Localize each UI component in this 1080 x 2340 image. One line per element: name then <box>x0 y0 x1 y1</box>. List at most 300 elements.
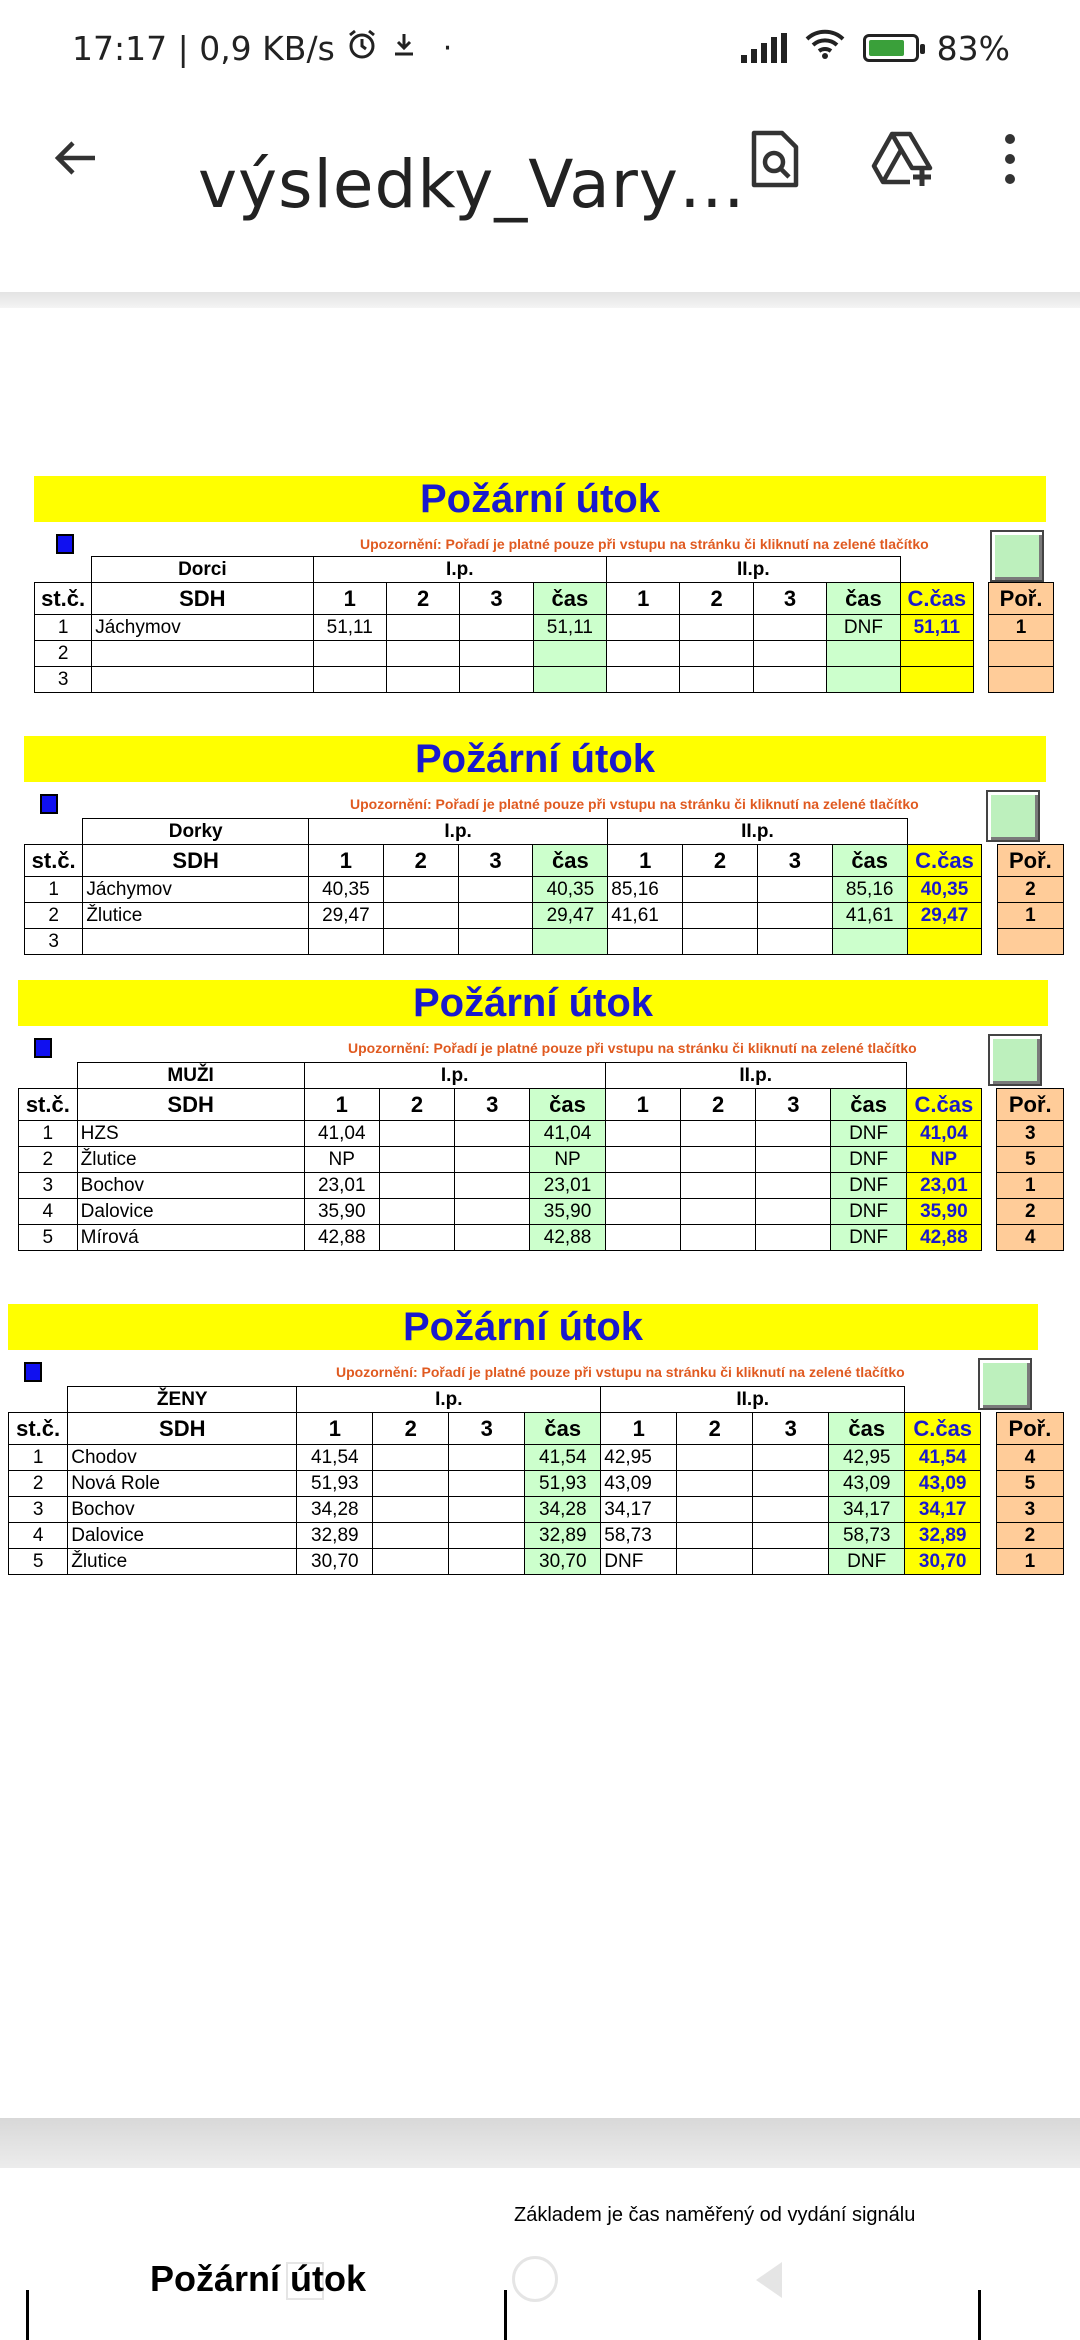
team-cell: Mírová <box>77 1225 304 1251</box>
attempt1-run3-cell <box>449 1549 525 1575</box>
table-row <box>25 877 1064 903</box>
team-cell <box>83 929 309 955</box>
start-number-cell: 1 <box>19 1121 78 1147</box>
header-start-number: st.č. <box>25 845 83 877</box>
attempt2-run1-cell: DNF <box>601 1549 677 1575</box>
table-row <box>35 615 1054 641</box>
header-rank: Poř. <box>989 583 1054 615</box>
header-sdh: SDH <box>92 583 313 615</box>
attempt1-time-cell: 29,47 <box>533 903 608 929</box>
attempt1-run1-cell: 35,90 <box>304 1199 379 1225</box>
attempt2-time-cell: DNF <box>831 1173 906 1199</box>
header-total-time: C.čas <box>907 845 982 877</box>
table-row <box>9 1445 1064 1471</box>
header-col-1: 1 <box>605 1089 680 1121</box>
header-time: čas <box>533 845 608 877</box>
attempt2-time-cell: DNF <box>831 1199 906 1225</box>
total-time-cell: 29,47 <box>907 903 982 929</box>
attempt1-run2-cell <box>383 929 458 955</box>
header-col-1: 1 <box>313 583 386 615</box>
column-gap <box>974 641 989 667</box>
sheet-zeny <box>8 1304 1064 1594</box>
start-number-cell: 1 <box>9 1445 68 1471</box>
attempt1-run3-cell <box>458 877 533 903</box>
attempt2-time-cell: DNF <box>829 1549 905 1575</box>
total-time-cell: 23,01 <box>906 1173 981 1199</box>
start-number-cell: 1 <box>25 877 83 903</box>
attempt1-run1-cell <box>313 641 386 667</box>
wifi-icon <box>805 28 845 68</box>
rank-cell: 4 <box>996 1445 1063 1471</box>
attempt2-run3-cell <box>753 615 826 641</box>
document-page-2[interactable] <box>0 2168 1080 2340</box>
header-first-attempt: I.p. <box>313 557 607 583</box>
header-col-1: 1 <box>308 845 383 877</box>
attempt2-run1-cell <box>605 1121 680 1147</box>
attempt1-run2-cell <box>383 903 458 929</box>
rank-cell: 4 <box>997 1225 1064 1251</box>
attempt1-run3-cell <box>449 1445 525 1471</box>
header-col-1: 1 <box>304 1089 379 1121</box>
total-time-cell: 43,09 <box>905 1471 981 1497</box>
attempt1-run2-cell <box>383 877 458 903</box>
header-second-attempt: II.p. <box>608 819 907 845</box>
attempt2-run3-cell <box>753 1497 829 1523</box>
category-label: ŽENY <box>68 1387 297 1413</box>
attempt2-run3-cell <box>753 667 826 693</box>
attempt2-run2-cell <box>677 1523 753 1549</box>
attempt1-run2-cell <box>373 1445 449 1471</box>
attempt1-run1-cell: 23,01 <box>304 1173 379 1199</box>
rank-cell <box>997 929 1063 955</box>
document-title: výsledky_Vary… <box>198 146 746 223</box>
attempt1-run3-cell <box>460 641 533 667</box>
header-empty <box>906 1063 1063 1089</box>
header-time: čas <box>832 845 907 877</box>
attempt2-run2-cell <box>680 615 753 641</box>
table-row <box>9 1497 1064 1523</box>
search-document-icon <box>748 129 802 189</box>
team-cell: Jáchymov <box>83 877 309 903</box>
attempt1-time-cell: 51,11 <box>533 615 606 641</box>
attempt2-time-cell: DNF <box>831 1225 906 1251</box>
attempt1-time-cell <box>533 641 606 667</box>
header-sdh: SDH <box>77 1089 304 1121</box>
attempt1-run3-cell <box>460 667 533 693</box>
header-first-attempt: I.p. <box>308 819 607 845</box>
header-col-3: 3 <box>753 583 826 615</box>
header-col-1: 1 <box>601 1413 677 1445</box>
attempt2-run2-cell <box>677 1549 753 1575</box>
column-gap <box>982 845 997 877</box>
header-start-number: st.č. <box>9 1413 68 1445</box>
attempt1-run2-cell <box>373 1549 449 1575</box>
attempt1-run3-cell <box>455 1121 530 1147</box>
header-col-3: 3 <box>757 845 832 877</box>
attempt1-run2-cell <box>379 1121 454 1147</box>
document-page[interactable] <box>0 308 1080 2118</box>
attempt2-time-cell: DNF <box>827 615 900 641</box>
start-number-cell: 2 <box>35 641 92 667</box>
attempt2-time-cell: 34,17 <box>829 1497 905 1523</box>
rank-cell <box>989 667 1054 693</box>
attempt1-run3-cell <box>460 615 533 641</box>
table-row <box>19 1225 1064 1251</box>
attempt1-run3-cell <box>458 903 533 929</box>
attempt2-run3-cell <box>753 641 826 667</box>
attempt2-run2-cell <box>680 667 753 693</box>
column-gap <box>982 1225 997 1251</box>
sheet-banner: Požární útok <box>8 1304 1038 1350</box>
alarm-icon <box>345 27 379 69</box>
total-time-cell <box>900 641 973 667</box>
attempt2-run3-cell <box>757 877 832 903</box>
start-number-cell: 3 <box>25 929 83 955</box>
column-gap <box>982 929 997 955</box>
signal-icon <box>741 33 787 63</box>
sheet-banner: Požární útok <box>18 980 1048 1026</box>
sheet-muzi <box>18 980 1064 1250</box>
attempt1-time-cell: 34,28 <box>525 1497 601 1523</box>
attempt1-time-cell: 35,90 <box>530 1199 605 1225</box>
header-first-attempt: I.p. <box>304 1063 605 1089</box>
attempt1-run1-cell: 42,88 <box>304 1225 379 1251</box>
sheet-dorci <box>34 476 1054 690</box>
attempt2-run1-cell <box>607 615 680 641</box>
column-gap <box>981 1549 997 1575</box>
header-col-3: 3 <box>458 845 533 877</box>
table-row <box>19 1173 1064 1199</box>
attempt2-time-cell: 43,09 <box>829 1471 905 1497</box>
battery-icon <box>863 34 919 62</box>
header-sdh: SDH <box>68 1413 297 1445</box>
attempt1-run3-cell <box>458 929 533 955</box>
rank-cell: 1 <box>997 1173 1064 1199</box>
header-col-1: 1 <box>297 1413 373 1445</box>
header-empty <box>907 819 1063 845</box>
table-row <box>19 1147 1064 1173</box>
header-col-2: 2 <box>386 583 459 615</box>
attempt1-run3-cell <box>449 1497 525 1523</box>
attempt1-time-cell: 41,04 <box>530 1121 605 1147</box>
team-cell: Bochov <box>68 1497 297 1523</box>
attempt2-run1-cell: 42,95 <box>601 1445 677 1471</box>
page2-title: Požární útok <box>150 2258 367 2299</box>
total-time-cell: 40,35 <box>907 877 982 903</box>
column-gap <box>982 1089 997 1121</box>
header-col-3: 3 <box>753 1413 829 1445</box>
attempt2-run1-cell: 43,09 <box>601 1471 677 1497</box>
table-row <box>35 641 1054 667</box>
attempt2-run2-cell <box>677 1497 753 1523</box>
total-time-cell: 41,04 <box>906 1121 981 1147</box>
start-number-cell: 4 <box>9 1523 68 1549</box>
attempt1-run1-cell: 40,35 <box>308 877 383 903</box>
blue-square-icon <box>24 1362 42 1382</box>
attempt2-run2-cell <box>677 1445 753 1471</box>
header-time: čas <box>827 583 900 615</box>
attempt1-run1-cell: 41,54 <box>297 1445 373 1471</box>
attempt2-run3-cell <box>756 1121 831 1147</box>
header-start-number: st.č. <box>35 583 92 615</box>
column-gap <box>982 1147 997 1173</box>
attempt2-run1-cell <box>608 929 683 955</box>
attempt2-run3-cell <box>753 1549 829 1575</box>
attempt1-run1-cell: 41,04 <box>304 1121 379 1147</box>
total-time-cell <box>907 929 982 955</box>
attempt1-run2-cell <box>386 667 459 693</box>
start-number-cell: 5 <box>19 1225 78 1251</box>
start-number-cell: 2 <box>25 903 83 929</box>
column-gap <box>974 667 989 693</box>
column-gap <box>974 615 989 641</box>
attempt2-run2-cell <box>683 877 758 903</box>
status-bar <box>0 0 1080 96</box>
attempt1-run3-cell <box>449 1523 525 1549</box>
attempt1-run1-cell: 32,89 <box>297 1523 373 1549</box>
total-time-cell: 30,70 <box>905 1549 981 1575</box>
page2-note: Základem je čas naměřený od vydání signálu <box>514 2204 916 2226</box>
header-time: čas <box>829 1413 905 1445</box>
attempt2-run1-cell: 85,16 <box>608 877 683 903</box>
attempt1-run1-cell: 30,70 <box>297 1549 373 1575</box>
attempt2-run2-cell <box>680 641 753 667</box>
rank-cell: 5 <box>997 1147 1064 1173</box>
page-separator <box>0 2118 1080 2168</box>
attempt1-time-cell <box>533 667 606 693</box>
header-col-3: 3 <box>756 1089 831 1121</box>
header-rank: Poř. <box>997 845 1063 877</box>
attempt1-run3-cell <box>455 1225 530 1251</box>
rank-cell: 2 <box>997 877 1063 903</box>
attempt2-run3-cell <box>753 1523 829 1549</box>
attempt1-run3-cell <box>455 1173 530 1199</box>
team-cell: Žlutice <box>83 903 309 929</box>
team-cell: Bochov <box>77 1173 304 1199</box>
column-gap <box>982 1199 997 1225</box>
add-to-drive-button[interactable] <box>868 124 938 194</box>
warning-text: Upozornění: Pořadí je platné pouze při vstupu na stránku či kliknutí na zelené tlačítko <box>336 1364 905 1380</box>
header-col-1: 1 <box>608 845 683 877</box>
start-number-cell: 2 <box>9 1471 68 1497</box>
attempt2-run2-cell <box>677 1471 753 1497</box>
attempt1-time-cell: 40,35 <box>533 877 608 903</box>
header-col-2: 2 <box>683 845 758 877</box>
attempt2-time-cell: 42,95 <box>829 1445 905 1471</box>
team-cell: Dalovice <box>77 1199 304 1225</box>
attempt2-run3-cell <box>753 1471 829 1497</box>
header-empty <box>9 1387 68 1413</box>
header-empty <box>900 557 1053 583</box>
total-time-cell: 34,17 <box>905 1497 981 1523</box>
team-cell: HZS <box>77 1121 304 1147</box>
attempt2-time-cell: 58,73 <box>829 1523 905 1549</box>
arrow-left-icon <box>51 133 101 183</box>
header-time: čas <box>525 1413 601 1445</box>
nav-home-icon[interactable] <box>512 2256 558 2302</box>
back-button[interactable] <box>44 126 108 190</box>
warning-text: Upozornění: Pořadí je platné pouze při vstupu na stránku či kliknutí na zelené tlačítko <box>348 1040 917 1056</box>
attempt1-run1-cell <box>308 929 383 955</box>
results-table <box>24 818 1064 955</box>
attempt2-time-cell: DNF <box>831 1121 906 1147</box>
column-gap <box>982 877 997 903</box>
attempt2-run3-cell <box>756 1199 831 1225</box>
attempt2-run3-cell <box>756 1147 831 1173</box>
header-empty <box>19 1063 78 1089</box>
category-label: Dorky <box>83 819 309 845</box>
header-second-attempt: II.p. <box>601 1387 905 1413</box>
rank-cell: 3 <box>997 1121 1064 1147</box>
attempt1-time-cell: 42,88 <box>530 1225 605 1251</box>
header-total-time: C.čas <box>906 1089 981 1121</box>
results-table <box>34 556 1054 693</box>
header-col-2: 2 <box>379 1089 454 1121</box>
sheet-banner: Požární útok <box>34 476 1046 522</box>
header-sdh: SDH <box>83 845 309 877</box>
team-cell: Jáchymov <box>92 615 313 641</box>
attempt2-run2-cell <box>683 929 758 955</box>
column-gap <box>982 903 997 929</box>
rank-cell: 3 <box>996 1497 1063 1523</box>
attempt2-run2-cell <box>683 903 758 929</box>
start-number-cell: 4 <box>19 1199 78 1225</box>
team-cell: Chodov <box>68 1445 297 1471</box>
attempt1-time-cell: 23,01 <box>530 1173 605 1199</box>
rank-cell: 5 <box>996 1471 1063 1497</box>
rank-cell <box>989 641 1054 667</box>
attempt1-run1-cell: 51,93 <box>297 1471 373 1497</box>
attempt1-run2-cell <box>373 1471 449 1497</box>
attempt2-run3-cell <box>757 929 832 955</box>
attempt2-run1-cell <box>607 667 680 693</box>
notification-dot-icon: · <box>442 30 453 66</box>
attempt1-time-cell: 32,89 <box>525 1523 601 1549</box>
column-gap <box>981 1497 997 1523</box>
header-second-attempt: II.p. <box>605 1063 906 1089</box>
attempt1-run1-cell: 34,28 <box>297 1497 373 1523</box>
category-label: Dorci <box>92 557 313 583</box>
attempt2-time-cell <box>827 641 900 667</box>
attempt1-run2-cell <box>373 1497 449 1523</box>
header-col-3: 3 <box>455 1089 530 1121</box>
attempt1-time-cell: NP <box>530 1147 605 1173</box>
more-options-button[interactable] <box>984 124 1036 194</box>
header-total-time: C.čas <box>900 583 973 615</box>
battery-percent: 83% <box>936 28 1010 68</box>
column-gap <box>981 1471 997 1497</box>
attempt2-run3-cell <box>756 1173 831 1199</box>
attempt1-time-cell: 51,93 <box>525 1471 601 1497</box>
blue-square-icon <box>34 1038 52 1058</box>
header-empty <box>905 1387 1064 1413</box>
attempt2-run3-cell <box>756 1225 831 1251</box>
attempt2-run2-cell <box>680 1121 755 1147</box>
column-gap <box>982 1173 997 1199</box>
table-row <box>25 929 1064 955</box>
header-col-2: 2 <box>677 1413 753 1445</box>
more-vert-icon <box>1000 131 1020 187</box>
attempt2-time-cell: DNF <box>831 1147 906 1173</box>
sheet-banner: Požární útok <box>24 736 1046 782</box>
header-start-number: st.č. <box>19 1089 78 1121</box>
team-cell: Žlutice <box>77 1147 304 1173</box>
attempt1-time-cell: 41,54 <box>525 1445 601 1471</box>
header-rank: Poř. <box>997 1089 1064 1121</box>
warning-text: Upozornění: Pořadí je platné pouze při vstupu na stránku či kliknutí na zelené tlačítko <box>350 796 919 812</box>
attempt1-run2-cell <box>386 615 459 641</box>
table-row <box>35 667 1054 693</box>
team-cell: Nová Role <box>68 1471 297 1497</box>
total-time-cell: 51,11 <box>900 615 973 641</box>
attempt2-run2-cell <box>680 1147 755 1173</box>
attempt1-run1-cell: NP <box>304 1147 379 1173</box>
status-time: 17:17 | 0,9 KB/s <box>72 28 335 68</box>
attempt2-run1-cell: 34,17 <box>601 1497 677 1523</box>
header-col-2: 2 <box>373 1413 449 1445</box>
attempt2-run3-cell <box>757 903 832 929</box>
attempt2-run1-cell <box>607 641 680 667</box>
attempt1-run2-cell <box>379 1147 454 1173</box>
blue-square-icon <box>56 534 74 554</box>
results-table <box>8 1386 1064 1575</box>
header-empty <box>35 557 92 583</box>
header-col-1: 1 <box>607 583 680 615</box>
warning-text: Upozornění: Pořadí je platné pouze při vstupu na stránku či kliknutí na zelené tlačítko <box>360 536 929 552</box>
total-time-cell: 32,89 <box>905 1523 981 1549</box>
table-row <box>9 1471 1064 1497</box>
team-cell: Dalovice <box>68 1523 297 1549</box>
attempt1-run1-cell: 29,47 <box>308 903 383 929</box>
attempt2-time-cell: 85,16 <box>832 877 907 903</box>
header-first-attempt: I.p. <box>297 1387 601 1413</box>
attempt1-run1-cell: 51,11 <box>313 615 386 641</box>
start-number-cell: 5 <box>9 1549 68 1575</box>
column-gap <box>981 1523 997 1549</box>
table-row <box>9 1523 1064 1549</box>
download-icon <box>389 29 419 68</box>
header-col-3: 3 <box>449 1413 525 1445</box>
total-time-cell: 41,54 <box>905 1445 981 1471</box>
drive-add-icon <box>870 130 936 188</box>
find-in-page-button[interactable] <box>740 124 810 194</box>
attempt2-run1-cell <box>605 1147 680 1173</box>
table-row <box>19 1121 1064 1147</box>
header-empty <box>25 819 83 845</box>
header-second-attempt: II.p. <box>607 557 901 583</box>
table-row <box>9 1549 1064 1575</box>
table-row <box>19 1199 1064 1225</box>
header-col-2: 2 <box>680 1089 755 1121</box>
attempt1-run2-cell <box>379 1173 454 1199</box>
blue-square-icon <box>40 794 58 814</box>
attempt2-run2-cell <box>680 1199 755 1225</box>
start-number-cell: 3 <box>35 667 92 693</box>
attempt2-run1-cell <box>605 1225 680 1251</box>
nav-recents-icon[interactable] <box>286 2262 324 2300</box>
attempt1-run2-cell <box>379 1199 454 1225</box>
nav-back-icon[interactable] <box>756 2262 782 2298</box>
rank-cell: 2 <box>997 1199 1064 1225</box>
rank-cell: 1 <box>989 615 1054 641</box>
attempt2-run2-cell <box>680 1225 755 1251</box>
rank-cell: 2 <box>996 1523 1063 1549</box>
attempt2-run1-cell: 58,73 <box>601 1523 677 1549</box>
attempt1-run2-cell <box>379 1225 454 1251</box>
header-rank: Poř. <box>996 1413 1063 1445</box>
column-gap <box>974 583 989 615</box>
header-time: čas <box>530 1089 605 1121</box>
